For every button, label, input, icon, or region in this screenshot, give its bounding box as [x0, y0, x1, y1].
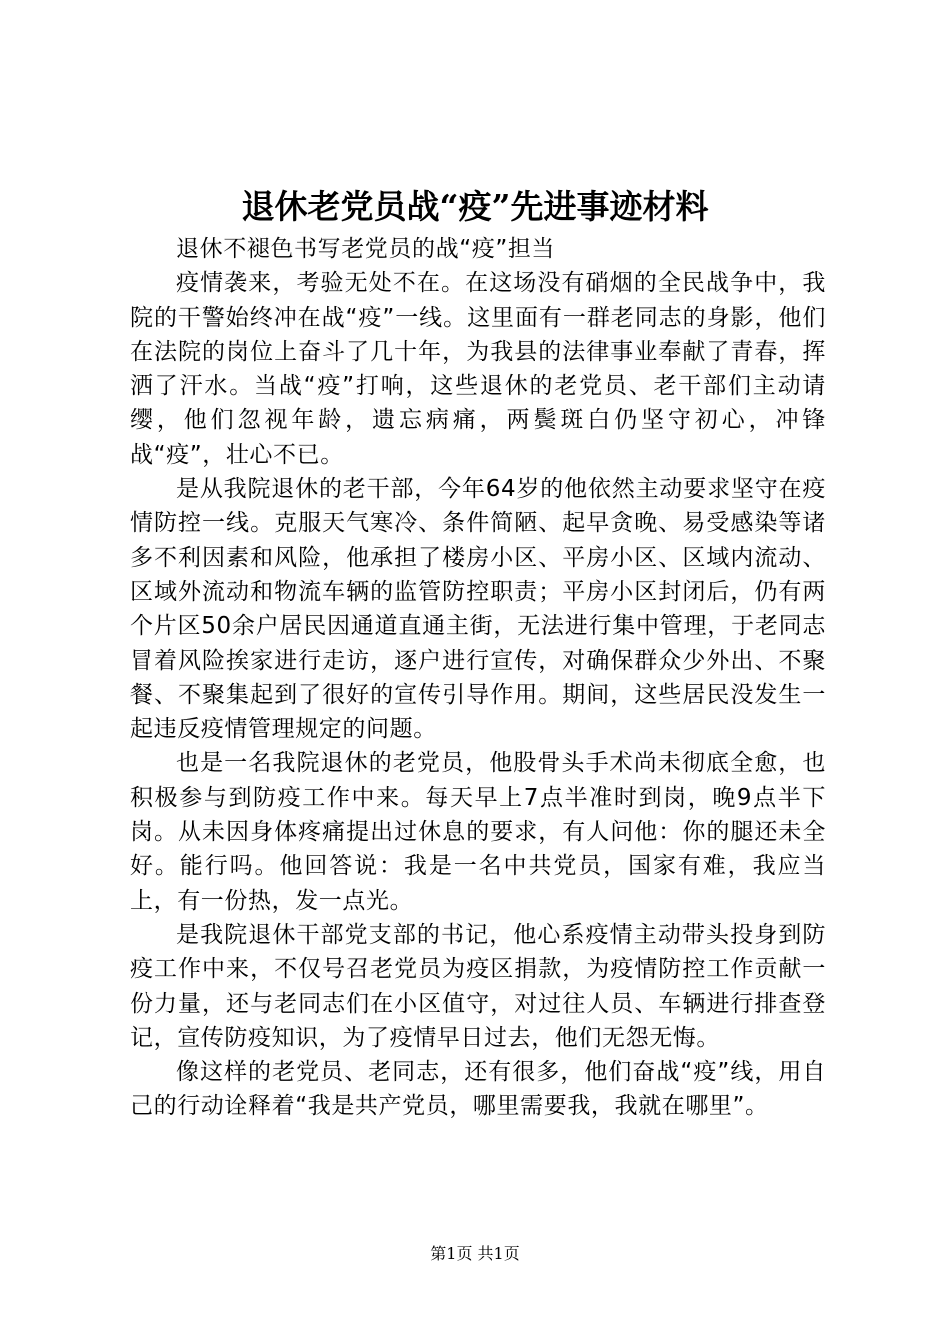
document-subtitle: 退休不褪色书写老党员的战“疫”担当 [176, 236, 556, 262]
document-title: 退休老党员战“疫”先进事迹材料 [241, 187, 709, 226]
paragraph-4: 是我院退休干部党支部的书记，他心系疫情主动带头投身到防疫工作中来，不仅号召老党员为疫区捐款，为疫情防控工作贡献一份力量，还与老同志们在小区值守，对过往人员、车辆进行排查登记，宣传防疫知识，为了疫情早日过去，他们无怨无悔。 [130, 921, 826, 1051]
document-body [130, 232, 826, 1124]
paragraph-3: 也是一名我院退休的老党员，他股骨头手术尚未彻底全愈，也积极参与到防疫工作中来。每天早上7点半准时到岗，晚9点半下岗。从未因身体疼痛提出过休息的要求，有人问他：你的腿还未全好。能行吗。他回答说：我是一名中共党员，国家有难，我应当上，有一份热，发一点光。 [130, 750, 826, 914]
paragraph-2: 是从我院退休的老干部，今年64岁的他依然主动要求坚守在疫情防控一线。克服天气寒冷、条件简陋、起早贪晚、易受感染等诸多不利因素和风险，他承担了楼房小区、平房小区、区域内流动、区域外流动和物流车辆的监管防控职责；平房小区封闭后，仍有两个片区50余户居民因通道直通主街，无法进行集中管理，于老同志冒着风险挨家进行走访，逐户进行宣传，对确保群众少外出、不聚餐、不聚集起到了很好的宣传引导作用。期间，这些居民没发生一起违反疫情管理规定的问题。 [130, 476, 826, 743]
page-footer: 第1页 共1页 [430, 1244, 520, 1263]
paragraph-5: 像这样的老党员、老同志，还有很多，他们奋战“疫”线，用自己的行动诠释着“我是共产党员，哪里需要我，我就在哪里”。 [130, 1059, 826, 1120]
paragraph-1: 疫情袭来，考验无处不在。在这场没有硝烟的全民战争中，我院的干警始终冲在战“疫”一线。这里面有一群老同志的身影，他们在法院的岗位上奋斗了几十年，为我县的法律事业奉献了青春，挥洒了汗水。当战“疫”打响，这些退休的老党员、老干部们主动请缨，他们忽视年龄，遗忘病痛，两鬓斑白仍坚守初心，冲锋战“疫”，壮心不已。 [130, 270, 826, 468]
